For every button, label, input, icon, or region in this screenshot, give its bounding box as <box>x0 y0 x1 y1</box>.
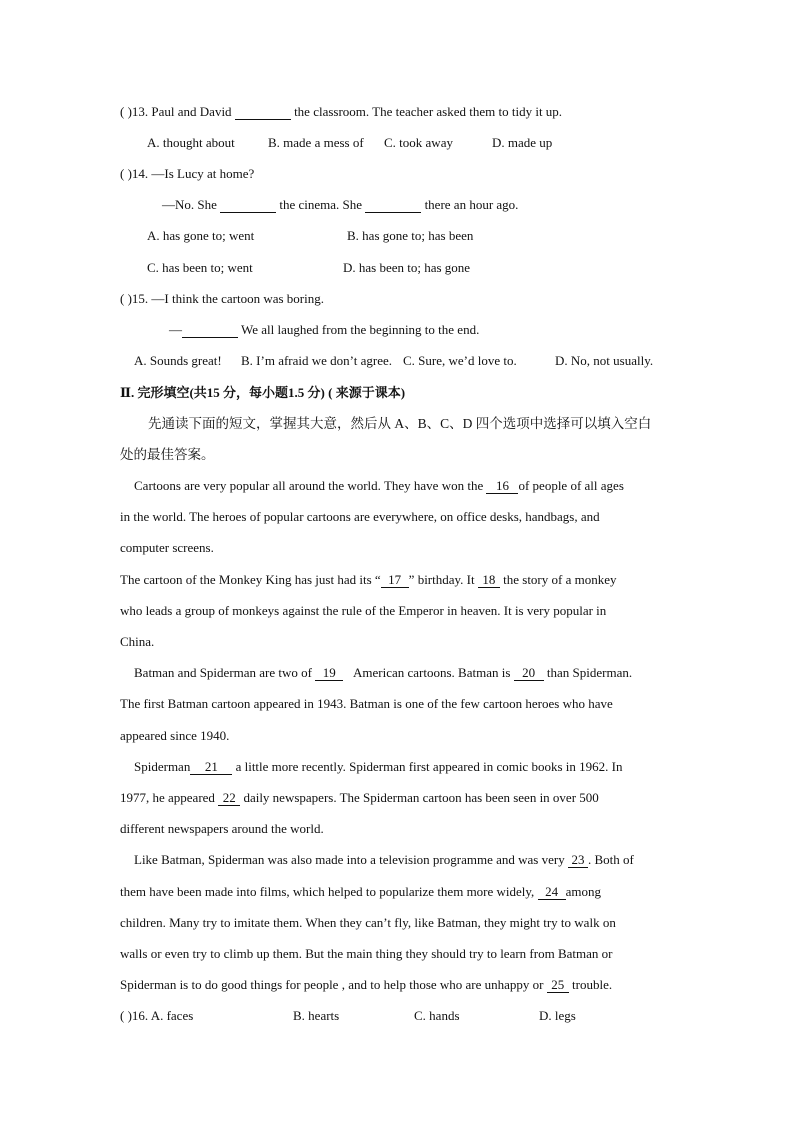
q13-option-c[interactable]: C. took away <box>384 135 453 150</box>
section-instructions-1 <box>148 415 651 433</box>
passage-text: the story of a monkey <box>503 572 617 587</box>
section-heading <box>120 384 405 402</box>
q15-option-c[interactable]: C. Sure, we’d love to. <box>403 353 517 368</box>
q14-line2 <box>162 196 518 214</box>
q15-blank[interactable] <box>182 323 238 338</box>
q16-option-a[interactable]: ( )16. A. faces <box>120 1008 194 1023</box>
passage-p1-line1 <box>134 477 624 495</box>
blank-17[interactable]: 17 <box>381 573 409 588</box>
passage-text: Cartoons are very popular all around the world. They have won the <box>134 478 484 493</box>
passage-text: American cartoons. Batman is <box>352 665 511 680</box>
passage-text: a little more recently. Spiderman first appeared in comic books in 1962. In <box>235 759 623 774</box>
q13-blank[interactable] <box>235 105 291 120</box>
q13-option-c-wrap <box>384 134 453 152</box>
q15-option-a[interactable]: A. Sounds great! <box>134 353 222 368</box>
blank-22[interactable]: 22 <box>218 791 240 806</box>
passage-p4-line1 <box>134 758 622 776</box>
q13-suffix: the classroom. The teacher asked them to tidy it up. <box>294 104 563 119</box>
q15-text-a: — <box>169 322 182 337</box>
passage-text: trouble. <box>572 977 613 992</box>
q15-prefix: ( )15. —I think the cartoon was boring. <box>120 291 324 306</box>
q14-text-b: the cinema. She <box>279 197 363 212</box>
instructions-text-2: 处的最佳答案。 <box>120 447 215 462</box>
instructions-text-1: 先通读下面的短文，掌握其大意，然后从 A、B、C、D 四个选项中选择可以填入空白 <box>148 416 652 431</box>
passage-text: of people of all ages <box>518 478 624 493</box>
passage-text: Like Batman, Spiderman was also made into a television programme and was very <box>134 852 565 867</box>
q14-blank-2[interactable] <box>365 198 421 213</box>
passage-text: Spiderman is to do good things for people , and to help those who are unhappy or <box>120 977 544 992</box>
q14-option-a[interactable]: A. has gone to; went <box>147 228 255 243</box>
q16-option-d-wrap <box>539 1007 576 1025</box>
q15-option-b-wrap <box>241 352 392 370</box>
q15-text-b: We all laughed from the beginning to the end. <box>241 322 480 337</box>
passage-text: children. Many try to imitate them. When they can’t fly, like Batman, they might try to walk on <box>120 915 616 930</box>
passage-text: appeared since 1940. <box>120 728 230 743</box>
section-heading-text: Ⅱ. 完形填空(共15 分，每小题1.5 分) ( 来源于课本) <box>120 385 406 400</box>
q14-option-d-wrap <box>343 259 470 277</box>
blank-16[interactable]: 16 <box>486 479 518 494</box>
q13-option-b[interactable]: B. made a mess of <box>268 135 364 150</box>
section-instructions-2 <box>120 446 215 464</box>
q15-option-a-wrap <box>134 352 222 370</box>
q13-stem <box>120 103 562 121</box>
blank-20[interactable]: 20 <box>514 666 544 681</box>
q13-options <box>147 134 235 152</box>
q16-option-b[interactable]: B. hearts <box>293 1008 340 1023</box>
q13-option-d[interactable]: D. made up <box>492 135 553 150</box>
blank-23[interactable]: 23 <box>568 853 588 868</box>
q14-text-a: —No. She <box>162 197 217 212</box>
passage-text: computer screens. <box>120 540 214 555</box>
q14-option-a-wrap <box>147 227 254 245</box>
passage-p3-line2 <box>120 695 613 713</box>
passage-p4-line2 <box>120 789 599 807</box>
blank-21[interactable]: 21 <box>190 760 232 775</box>
passage-p1-line3 <box>120 539 214 557</box>
q14-option-b[interactable]: B. has gone to; has been <box>347 228 474 243</box>
q16-option-b-wrap <box>293 1007 339 1025</box>
q15-line2 <box>169 321 479 339</box>
passage-p3-line1 <box>134 664 632 682</box>
passage-p1-line2 <box>120 508 600 526</box>
q13-option-a[interactable]: A. thought about <box>147 135 235 150</box>
q14-option-b-wrap <box>347 227 473 245</box>
passage-text: among <box>565 884 601 899</box>
blank-19[interactable]: 19 <box>315 666 343 681</box>
q15-stem <box>120 290 324 308</box>
passage-text: China. <box>120 634 155 649</box>
passage-text: different newspapers around the world. <box>120 821 324 836</box>
q14-option-d[interactable]: D. has been to; has gone <box>343 260 471 275</box>
passage-p2-line1 <box>120 571 617 589</box>
passage-text: walls or even try to climb up them. But the main thing they should try to learn from Batman or <box>120 946 613 961</box>
blank-24[interactable]: 24 <box>538 885 566 900</box>
passage-text: Spiderman <box>134 759 191 774</box>
passage-text: in the world. The heroes of popular cartoons are everywhere, on office desks, handbags, and <box>120 509 600 524</box>
passage-text: daily newspapers. The Spiderman cartoon has been seen in over 500 <box>243 790 599 805</box>
q16-option-d[interactable]: D. legs <box>539 1008 576 1023</box>
passage-p5-line5 <box>120 976 612 994</box>
passage-text: 1977, he appeared <box>120 790 215 805</box>
passage-p2-line3 <box>120 633 154 651</box>
passage-p2-line2 <box>120 602 606 620</box>
q14-option-c-wrap <box>147 259 253 277</box>
q13-option-d-wrap <box>492 134 552 152</box>
q16-option-c[interactable]: C. hands <box>414 1008 460 1023</box>
q15-option-d[interactable]: D. No, not usually. <box>555 353 654 368</box>
q14-stem <box>120 165 254 183</box>
passage-p5-line4 <box>120 945 612 963</box>
q14-option-c[interactable]: C. has been to; went <box>147 260 253 275</box>
q15-option-d-wrap <box>555 352 653 370</box>
passage-p5-line2 <box>120 883 601 901</box>
q16-option-c-wrap <box>414 1007 460 1025</box>
passage-text: who leads a group of monkeys against the rule of the Emperor in heaven. It is very popular in <box>120 603 607 618</box>
passage-text: Batman and Spiderman are two of <box>134 665 312 680</box>
passage-text: The first Batman cartoon appeared in 1943. Batman is one of the few cartoon heroes who have <box>120 696 613 711</box>
q15-option-b[interactable]: B. I’m afraid we don’t agree. <box>241 353 393 368</box>
q16-stem <box>120 1007 193 1025</box>
passage-text: ” birthday. It <box>408 572 475 587</box>
blank-25[interactable]: 25 <box>547 978 569 993</box>
passage-p4-line3 <box>120 820 324 838</box>
passage-text: them have been made into films, which helped to popularize them more widely, <box>120 884 535 899</box>
passage-p3-line3 <box>120 727 229 745</box>
q14-blank-1[interactable] <box>220 198 276 213</box>
passage-text: . Both of <box>587 852 634 867</box>
passage-text: The cartoon of the Monkey King has just had its “ <box>120 572 381 587</box>
q15-option-c-wrap <box>403 352 517 370</box>
q14-prefix: ( )14. —Is Lucy at home? <box>120 166 255 181</box>
passage-p5-line3 <box>120 914 616 932</box>
q13-prefix: ( )13. Paul and David <box>120 104 232 119</box>
blank-18[interactable]: 18 <box>478 573 500 588</box>
q13-option-b-wrap <box>268 134 364 152</box>
passage-p5-line1 <box>134 851 634 869</box>
passage-text: than Spiderman. <box>546 665 633 680</box>
q14-text-c: there an hour ago. <box>424 197 519 212</box>
